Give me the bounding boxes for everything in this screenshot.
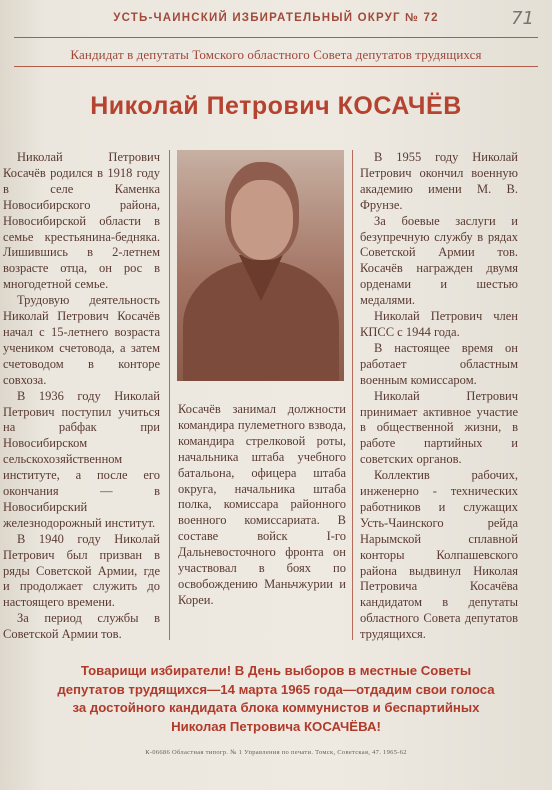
paragraph: В настоящее время он работает областным военным комиссаром. bbox=[360, 340, 518, 387]
face-shape bbox=[231, 180, 293, 260]
paragraph: В 1955 году Николай Петрович окончил военную академию имени М. В. Фрунзе. bbox=[360, 150, 518, 212]
paragraph: За боевые заслуги и безупречную службу в рядах Советской Армии тов. Косачёв награжден двумя орденами и шестью медалями. bbox=[360, 213, 518, 308]
appeal-line: Николая Петровича КОСАЧЁВА! bbox=[171, 718, 381, 734]
portrait-photo bbox=[177, 150, 344, 381]
appeal-line: за достойного кандидата блока коммунистов и беспартийных bbox=[72, 700, 480, 715]
biography-right-column bbox=[360, 150, 518, 643]
biography-left-column bbox=[3, 150, 160, 643]
column-divider bbox=[169, 150, 170, 640]
sub-rule bbox=[14, 66, 538, 67]
appeal-block bbox=[0, 662, 552, 736]
biography-middle-column bbox=[178, 402, 346, 609]
paragraph: Николай Петрович принимает активное участие в общественной жизни, в работе партийных и советских органов. bbox=[360, 388, 518, 467]
appeal-line: депутатов трудящихся—14 марта 1965 года—отдадим свои голоса bbox=[57, 681, 495, 697]
appeal-line: Товарищи избиратели! В День выборов в местные Советы bbox=[80, 663, 472, 678]
candidate-line: Кандидат в депутаты Томского областного Совета депутатов трудящихся bbox=[70, 47, 482, 62]
handwritten-number: 71 bbox=[511, 8, 534, 29]
paragraph: За период службы в Советской Армии тов. bbox=[3, 611, 160, 642]
paragraph: Трудовую деятельность Николай Петрович Косачёв начал с 15-летнего возраста учеником счетовода, а затем счетоводом в конторе совхоза. bbox=[3, 293, 160, 387]
paragraph: Николай Петрович Косачёв родился в 1918 году в селе Каменка Новосибирского района, Новосибирской области в семье крестьянина-бедняка. Лишившись в 2-летнем возрасте отца, он рос в многодетной семье. bbox=[3, 150, 160, 292]
paragraph: Косачёв занимал должности командира пулеметного взвода, командира стрелковой роты, начальника штаба учебного батальона, офицера штаба округа, начальника штаба полка, комиссара районного военного комиссариата. В составе войск I-го Дальневосточного фронта он участвовал в боях по освобождению Маньчжурии и Кореи. bbox=[178, 402, 346, 607]
paragraph: В 1940 году Николай Петрович был призван в ряды Советской Армии, где и продолжает служить до настоящего времени. bbox=[3, 531, 160, 610]
paragraph: В 1936 году Николай Петрович поступил учиться на рабфак при Новосибирском сельскохозяйственном институте, а после его окончания — в Новосибирский железнодорожный институт. bbox=[3, 388, 160, 530]
paragraph: Коллектив рабочих, инженерно - технических работников и служащих Усть-Чаинского рейда Нарымской сплавной конторы Колпашевского района выдвинул Николая Петровича Косачёва кандидатом в депутаты областного Совета депутатов трудящихся. bbox=[360, 468, 518, 642]
printer-imprint: К-06686 Областная типогр. № 1 Управления по печати. Томск, Советская, 47. 1965-62 bbox=[145, 749, 407, 756]
district-title: УСТЬ-ЧАИНСКИЙ ИЗБИРАТЕЛЬНЫЙ ОКРУГ № 72 bbox=[113, 12, 439, 24]
paragraph: Николай Петрович член КПСС с 1944 года. bbox=[360, 309, 518, 339]
candidate-name: Николай Петрович КОСАЧЁВ bbox=[90, 92, 462, 120]
column-divider bbox=[352, 150, 353, 640]
top-rule bbox=[14, 37, 538, 38]
